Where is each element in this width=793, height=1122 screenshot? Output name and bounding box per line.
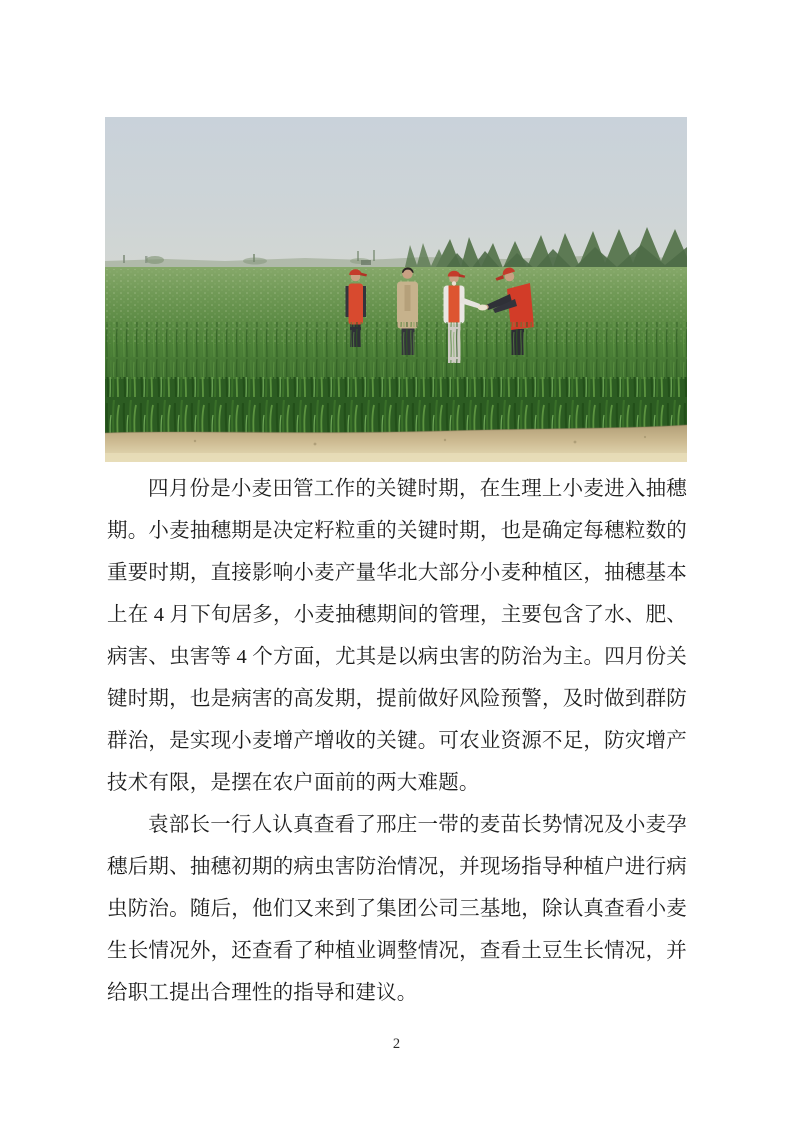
page-footer: [0, 1036, 793, 1053]
paragraph-wheat-management: 四月份是小麦田管工作的关键时期，在生理上小麦进入抽穗期。小麦抽穗期是决定籽粒重的关键时期，也是确定每穗粒数的重要时期，直接影响小麦产量华北大部分小麦种植区，抽穗基本上在 4 月下旬居多，小麦抽穗期间的管理，主要包含了水、肥、病害、虫害等 4 个方面，尤其是以病虫害的防治为主。四月份关键时期，也是病害的高发期，提前做好风险预警，及时做到群防群治，是实现小麦增产增收的关键。可农业资源不足，防灾增产技术有限，是摆在农户面前的两大难题。: [107, 478, 687, 794]
paragraph-inspection-visit: 袁部长一行人认真查看了邢庄一带的麦苗长势情况及小麦孕穗后期、抽穗初期的病虫害防治情况，并现场指导种植户进行病虫防治。随后，他们又来到了集团公司三基地，除认真查看小麦生长情况外，还查看了种植业调整情况，查看土豆生长情况，并给职工提出合理性的指导和建议。: [107, 814, 687, 1004]
wheat-field-photo: [105, 117, 687, 462]
wheat-field-photo-canvas: [105, 117, 687, 462]
page-number: 2: [392, 1036, 401, 1052]
photo-wheat-foreground: [105, 322, 687, 435]
document-body: [107, 468, 687, 1014]
